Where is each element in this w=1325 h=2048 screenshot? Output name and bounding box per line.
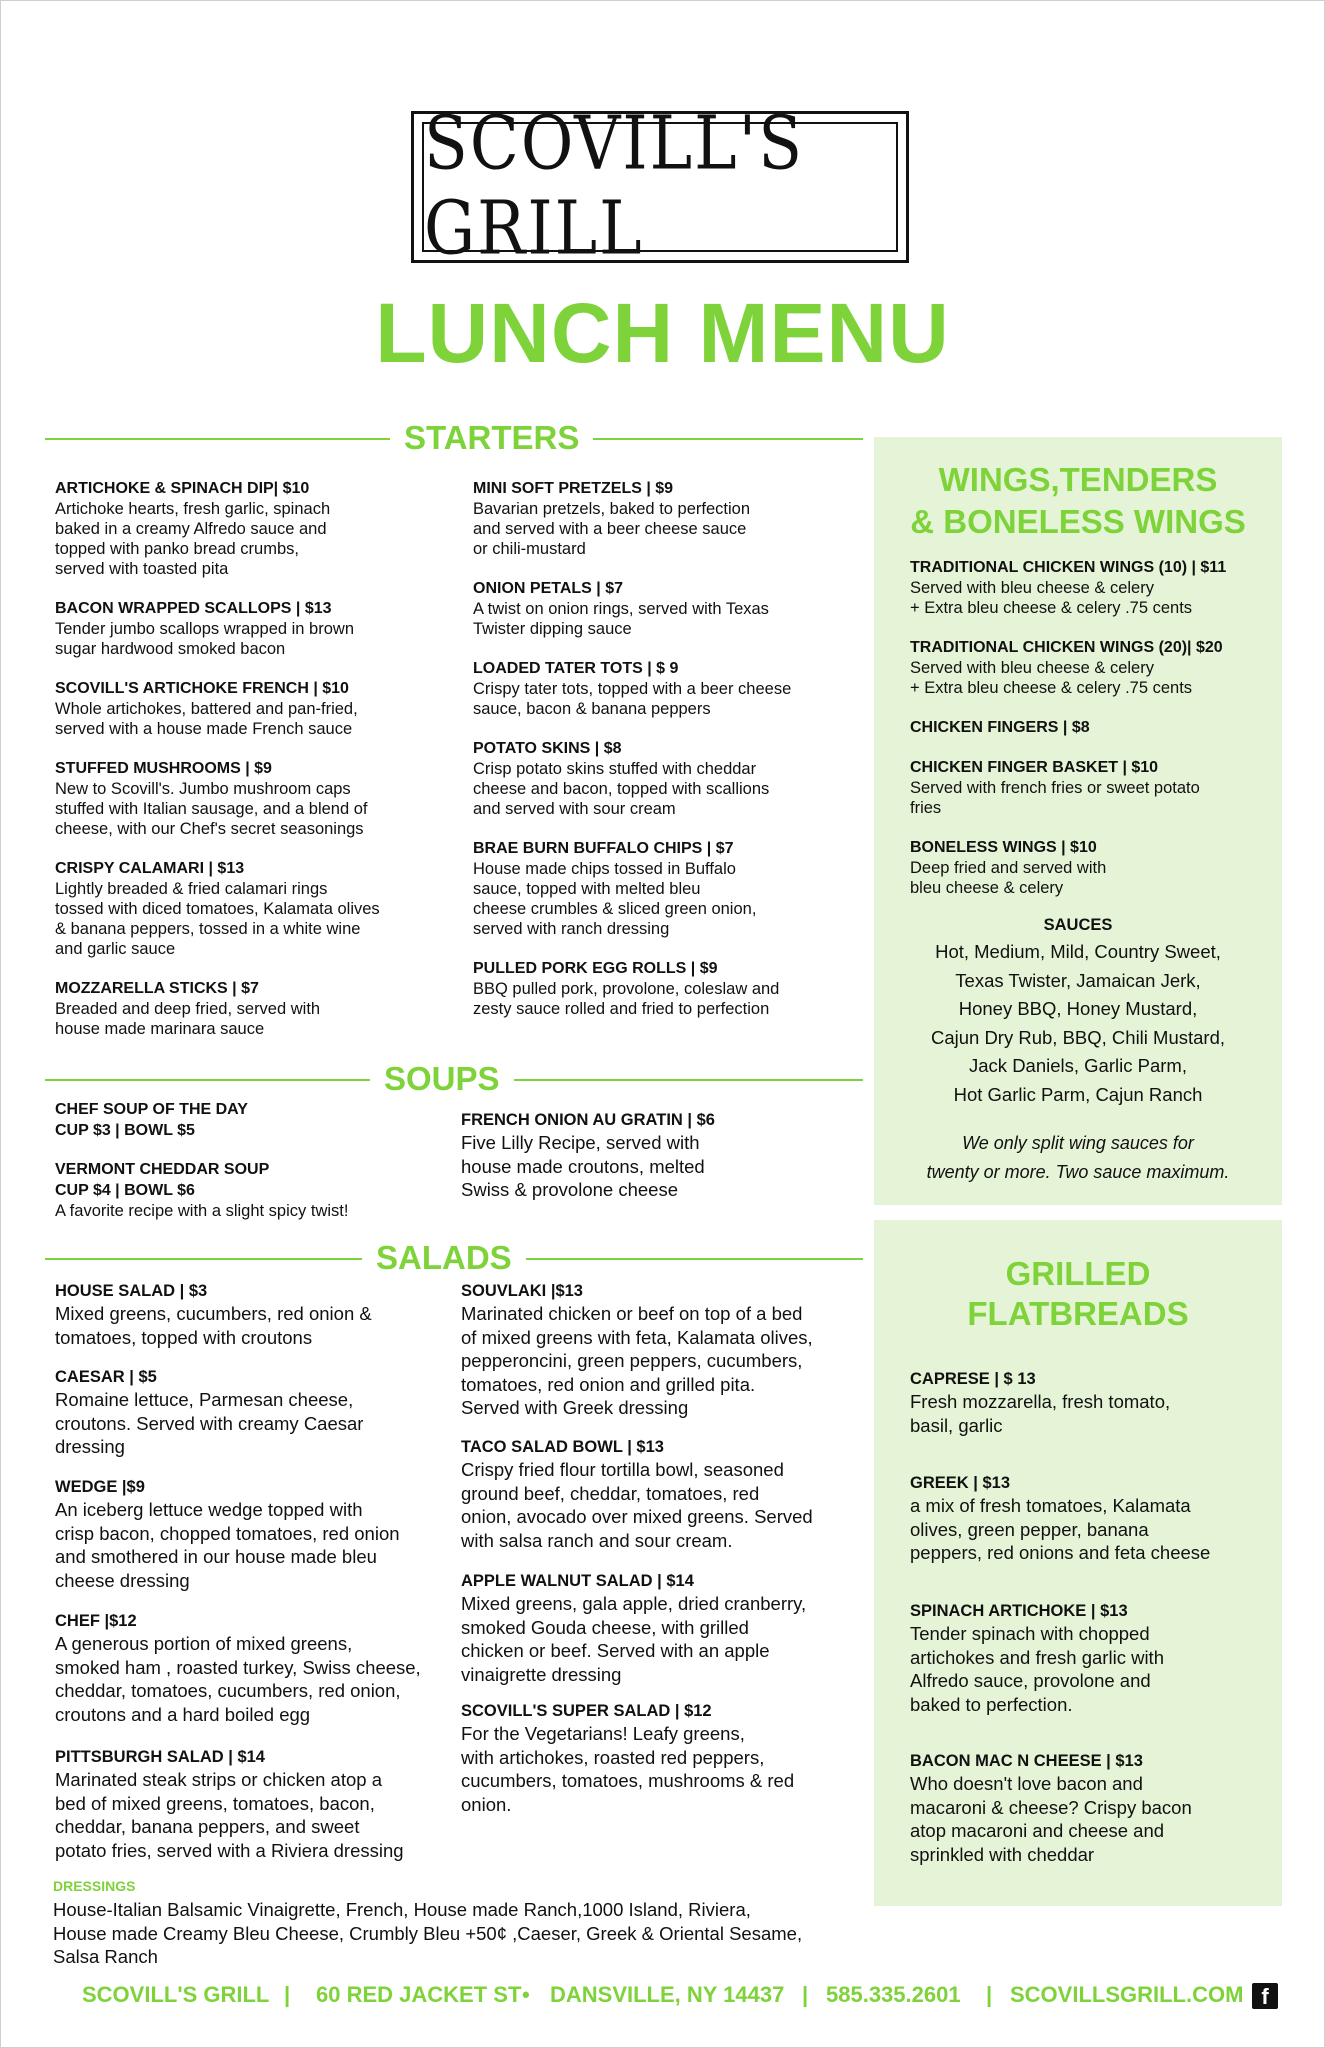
menu-item-description: Who doesn't love bacon and macaroni & cheese? Crispy bacon atop macaroni and cheese and sprinkled with cheddar — [910, 1773, 1192, 1865]
menu-item-name: APPLE WALNUT SALAD | $14 — [461, 1572, 694, 1590]
soups-label: SOUPS — [370, 1059, 514, 1099]
menu-item — [910, 1750, 1280, 1866]
menu-item — [910, 1368, 1280, 1437]
logo-frame — [422, 101, 898, 273]
menu-item-name: BACON MAC N CHEESE | $13 — [910, 1752, 1143, 1770]
menu-item-name: CRISPY CALAMARI | $13 — [55, 860, 245, 877]
menu-item-description: Marinated chicken or beef on top of a bed of mixed greens with feta, Kalamata olives, pepperoncini, green peppers, cucumbers, tomatoes, red onion and grilled pita. Served with Greek dressing — [461, 1303, 813, 1418]
menu-item-name: SCOVILL'S ARTICHOKE FRENCH | $10 — [55, 680, 349, 697]
menu-item-description: Breaded and deep fried, served with house made marinara sauce — [55, 1000, 321, 1038]
footer-separator: | — [986, 1982, 993, 2007]
menu-item — [55, 598, 435, 659]
menu-item-name: PULLED PORK EGG ROLLS | $9 — [473, 960, 718, 977]
menu-item — [55, 978, 435, 1039]
menu-item-description: BBQ pulled pork, provolone, coleslaw and zesty sauce rolled and fried to perfection — [473, 980, 780, 1018]
menu-item-description: Fresh mozzarella, fresh tomato, basil, garlic — [910, 1391, 1171, 1436]
menu-item-name: MINI SOFT PRETZELS | $9 — [473, 480, 674, 497]
salads-heading — [45, 1238, 863, 1278]
menu-item-name: VERMONT CHEDDAR SOUP CUP $4 | BOWL $6 — [55, 1161, 270, 1199]
restaurant-logo — [411, 101, 909, 273]
menu-item-description: Romaine lettuce, Parmesan cheese, croutons. Served with creamy Caesar dressing — [55, 1389, 364, 1457]
menu-item-description: A generous portion of mixed greens, smoked ham , roasted turkey, Swiss cheese, cheddar, tomatoes, cucumbers, red onion, croutons and a hard boiled egg — [55, 1633, 421, 1725]
menu-item-name: HOUSE SALAD | $3 — [55, 1282, 208, 1300]
menu-item — [461, 1700, 861, 1816]
menu-item-description: Served with bleu cheese & celery + Extra bleu cheese & celery .75 cents — [910, 579, 1193, 617]
menu-item-name: TRADITIONAL CHICKEN WINGS (10) | $11 — [910, 559, 1227, 576]
menu-item-name: CHEF SOUP OF THE DAY CUP $3 | BOWL $5 — [55, 1101, 248, 1139]
menu-item-description: An iceberg lettuce wedge topped with crisp bacon, chopped tomatoes, red onion and smothered in our house made bleu cheese dressing — [55, 1499, 400, 1591]
menu-item-name: SCOVILL'S SUPER SALAD | $12 — [461, 1702, 712, 1720]
dressings-text: House-Italian Balsamic Vinaigrette, French, House made Ranch,1000 Island, Riviera, House made Creamy Bleu Cheese, Crumbly Bleu +50¢ ,Caeser, Greek & Oriental Sesame, Salsa Ranch — [53, 1899, 803, 1967]
menu-item-description: Bavarian pretzels, baked to perfection and served with a beer cheese sauce or chili-mustard — [473, 500, 750, 558]
dressings-label: DRESSINGS — [53, 1878, 136, 1894]
menu-item-name: PITTSBURGH SALAD | $14 — [55, 1748, 265, 1766]
wings-title: WINGS,TENDERS & BONELESS WINGS — [910, 461, 1246, 540]
menu-item — [461, 1570, 861, 1686]
menu-item-name: TACO SALAD BOWL | $13 — [461, 1438, 664, 1456]
footer-phone[interactable]: 585.335.2601 — [826, 1982, 961, 2007]
menu-item-description: Served with bleu cheese & celery + Extra bleu cheese & celery .75 cents — [910, 659, 1193, 697]
menu-item — [461, 1109, 861, 1202]
sauces-title: SAUCES — [1043, 916, 1113, 934]
menu-item — [55, 1746, 465, 1862]
menu-item-description: Lightly breaded & fried calamari rings tossed with diced tomatoes, Kalamata olives & banana peppers, tossed in a white wine and garlic sauce — [55, 880, 380, 958]
menu-item — [55, 678, 435, 739]
menu-item-name: TRADITIONAL CHICKEN WINGS (20)| $20 — [910, 639, 1223, 656]
logo-text: SCOVILL'S GRILL — [424, 101, 805, 273]
menu-item-description: Crispy tater tots, topped with a beer cheese sauce, bacon & banana peppers — [473, 680, 792, 718]
menu-item-description: For the Vegetarians! Leafy greens, with artichokes, roasted red peppers, cucumbers, tomatoes, mushrooms & red onion. — [461, 1723, 795, 1815]
menu-item-name: GREEK | $13 — [910, 1474, 1010, 1492]
menu-item-description: Served with french fries or sweet potato fries — [910, 779, 1200, 817]
menu-item — [55, 1280, 465, 1349]
footer-address: 60 RED JACKET ST — [316, 1982, 522, 2007]
menu-item-name: CHICKEN FINGERS | $8 — [910, 719, 1090, 736]
menu-item — [910, 717, 1280, 738]
footer-bullet: • — [522, 1982, 530, 2007]
menu-item-name: SOUVLAKI |$13 — [461, 1282, 583, 1300]
menu-item — [910, 837, 1280, 898]
flatbreads-title: GRILLED FLATBREADS — [967, 1255, 1189, 1332]
menu-item — [473, 658, 853, 719]
menu-item — [910, 637, 1280, 698]
menu-item-name: BRAE BURN BUFFALO CHIPS | $7 — [473, 840, 734, 857]
menu-item — [473, 958, 853, 1019]
footer-website[interactable]: SCOVILLSGRILL.COM — [1010, 1982, 1244, 2007]
menu-item — [55, 1610, 465, 1726]
footer-separator: | — [284, 1982, 291, 2007]
menu-item-name: CHEF |$12 — [55, 1612, 137, 1630]
starters-label: STARTERS — [390, 418, 593, 458]
wings-panel — [874, 437, 1282, 1205]
menu-item — [910, 1600, 1280, 1716]
menu-item-description: Mixed greens, gala apple, dried cranberry, smoked Gouda cheese, with grilled chicken or beef. Served with an apple vinaigrette dressing — [461, 1593, 807, 1685]
menu-item-name: STUFFED MUSHROOMS | $9 — [55, 760, 272, 777]
menu-item-name: CAESAR | $5 — [55, 1368, 157, 1386]
flatbreads-panel — [874, 1220, 1282, 1906]
menu-item-name: SPINACH ARTICHOKE | $13 — [910, 1602, 1128, 1620]
menu-item-description: a mix of fresh tomatoes, Kalamata olives, green pepper, banana peppers, red onions and feta cheese — [910, 1495, 1211, 1563]
footer-separator: | — [802, 1982, 809, 2007]
menu-item-name: FRENCH ONION AU GRATIN | $6 — [461, 1111, 715, 1129]
menu-item-name: ARTICHOKE & SPINACH DIP| $10 — [55, 480, 310, 497]
menu-item — [473, 838, 853, 939]
menu-item-name: POTATO SKINS | $8 — [473, 740, 622, 757]
menu-item-description: Whole artichokes, battered and pan-fried, served with a house made French sauce — [55, 700, 358, 738]
menu-title: LUNCH MENU — [375, 286, 950, 380]
menu-item — [473, 578, 853, 639]
footer-name: SCOVILL'S GRILL — [82, 1982, 270, 2007]
menu-item-name: MOZZARELLA STICKS | $7 — [55, 980, 259, 997]
menu-item-description: Five Lilly Recipe, served with house made croutons, melted Swiss & provolone cheese — [461, 1132, 705, 1200]
menu-item — [55, 1476, 465, 1592]
menu-item — [461, 1280, 861, 1420]
menu-item-name: CAPRESE | $ 13 — [910, 1370, 1036, 1388]
menu-item-name: CHICKEN FINGER BASKET | $10 — [910, 759, 1159, 776]
starters-heading — [45, 418, 863, 458]
menu-item-name: LOADED TATER TOTS | $ 9 — [473, 660, 679, 677]
menu-item-description: A twist on onion rings, served with Texas Twister dipping sauce — [473, 600, 769, 638]
menu-item-description: Tender spinach with chopped artichokes and fresh garlic with Alfredo sauce, provolone and baked to perfection. — [910, 1623, 1164, 1715]
menu-item-description: Artichoke hearts, fresh garlic, spinach baked in a creamy Alfredo sauce and topped with panko bread crumbs, served with toasted pita — [55, 500, 331, 578]
menu-item-description: House made chips tossed in Buffalo sauce, topped with melted bleu cheese crumbles & sliced green onion, served with ranch dressing — [473, 860, 757, 938]
facebook-icon[interactable]: f — [1252, 1983, 1278, 2009]
menu-item-name: BACON WRAPPED SCALLOPS | $13 — [55, 600, 332, 617]
menu-item-description: A favorite recipe with a slight spicy twist! — [55, 1202, 349, 1220]
menu-item-name: ONION PETALS | $7 — [473, 580, 623, 597]
menu-item-description: Marinated steak strips or chicken atop a bed of mixed greens, tomatoes, bacon, cheddar, banana peppers, and sweet potato fries, served with a Riviera dressing — [55, 1769, 404, 1861]
menu-item — [55, 1099, 475, 1141]
menu-item — [55, 858, 435, 959]
sauce-note: We only split wing sauces for twenty or more. Two sauce maximum. — [926, 1133, 1230, 1182]
menu-item-description: Tender jumbo scallops wrapped in brown sugar hardwood smoked bacon — [55, 620, 354, 658]
menu-item — [55, 758, 435, 839]
menu-item — [55, 1366, 465, 1459]
menu-item-name: BONELESS WINGS | $10 — [910, 839, 1097, 856]
menu-item-description: New to Scovill's. Jumbo mushroom caps stuffed with Italian sausage, and a blend of cheese, with our Chef's secret seasonings — [55, 780, 368, 838]
menu-item-description: Crisp potato skins stuffed with cheddar cheese and bacon, topped with scallions and served with sour cream — [473, 760, 770, 818]
menu-item — [55, 1159, 475, 1221]
footer — [0, 1980, 1325, 2010]
menu-item — [473, 738, 853, 819]
menu-item — [473, 478, 853, 559]
menu-item-description: Crispy fried flour tortilla bowl, seasoned ground beef, cheddar, tomatoes, red onion, avocado over mixed greens. Served with salsa ranch and sour cream. — [461, 1459, 813, 1551]
menu-item — [910, 1472, 1280, 1565]
menu-item — [910, 557, 1280, 618]
menu-item-description: Mixed greens, cucumbers, red onion & tomatoes, topped with croutons — [55, 1303, 372, 1348]
menu-item — [55, 478, 435, 579]
menu-item-name: WEDGE |$9 — [55, 1478, 145, 1496]
soups-heading — [45, 1059, 863, 1099]
menu-item — [461, 1436, 861, 1552]
menu-item-description: Deep fried and served with bleu cheese & celery — [910, 859, 1107, 897]
sauces-list: Hot, Medium, Mild, Country Sweet, Texas Twister, Jamaican Jerk, Honey BBQ, Honey Mustard, Cajun Dry Rub, BBQ, Chili Mustard, Jack Daniels, Garlic Parm, Hot Garlic Parm, Cajun Ranch — [930, 941, 1226, 1105]
footer-city: DANSVILLE, NY 14437 — [550, 1982, 785, 2007]
menu-item — [910, 757, 1280, 818]
salads-label: SALADS — [362, 1238, 526, 1278]
